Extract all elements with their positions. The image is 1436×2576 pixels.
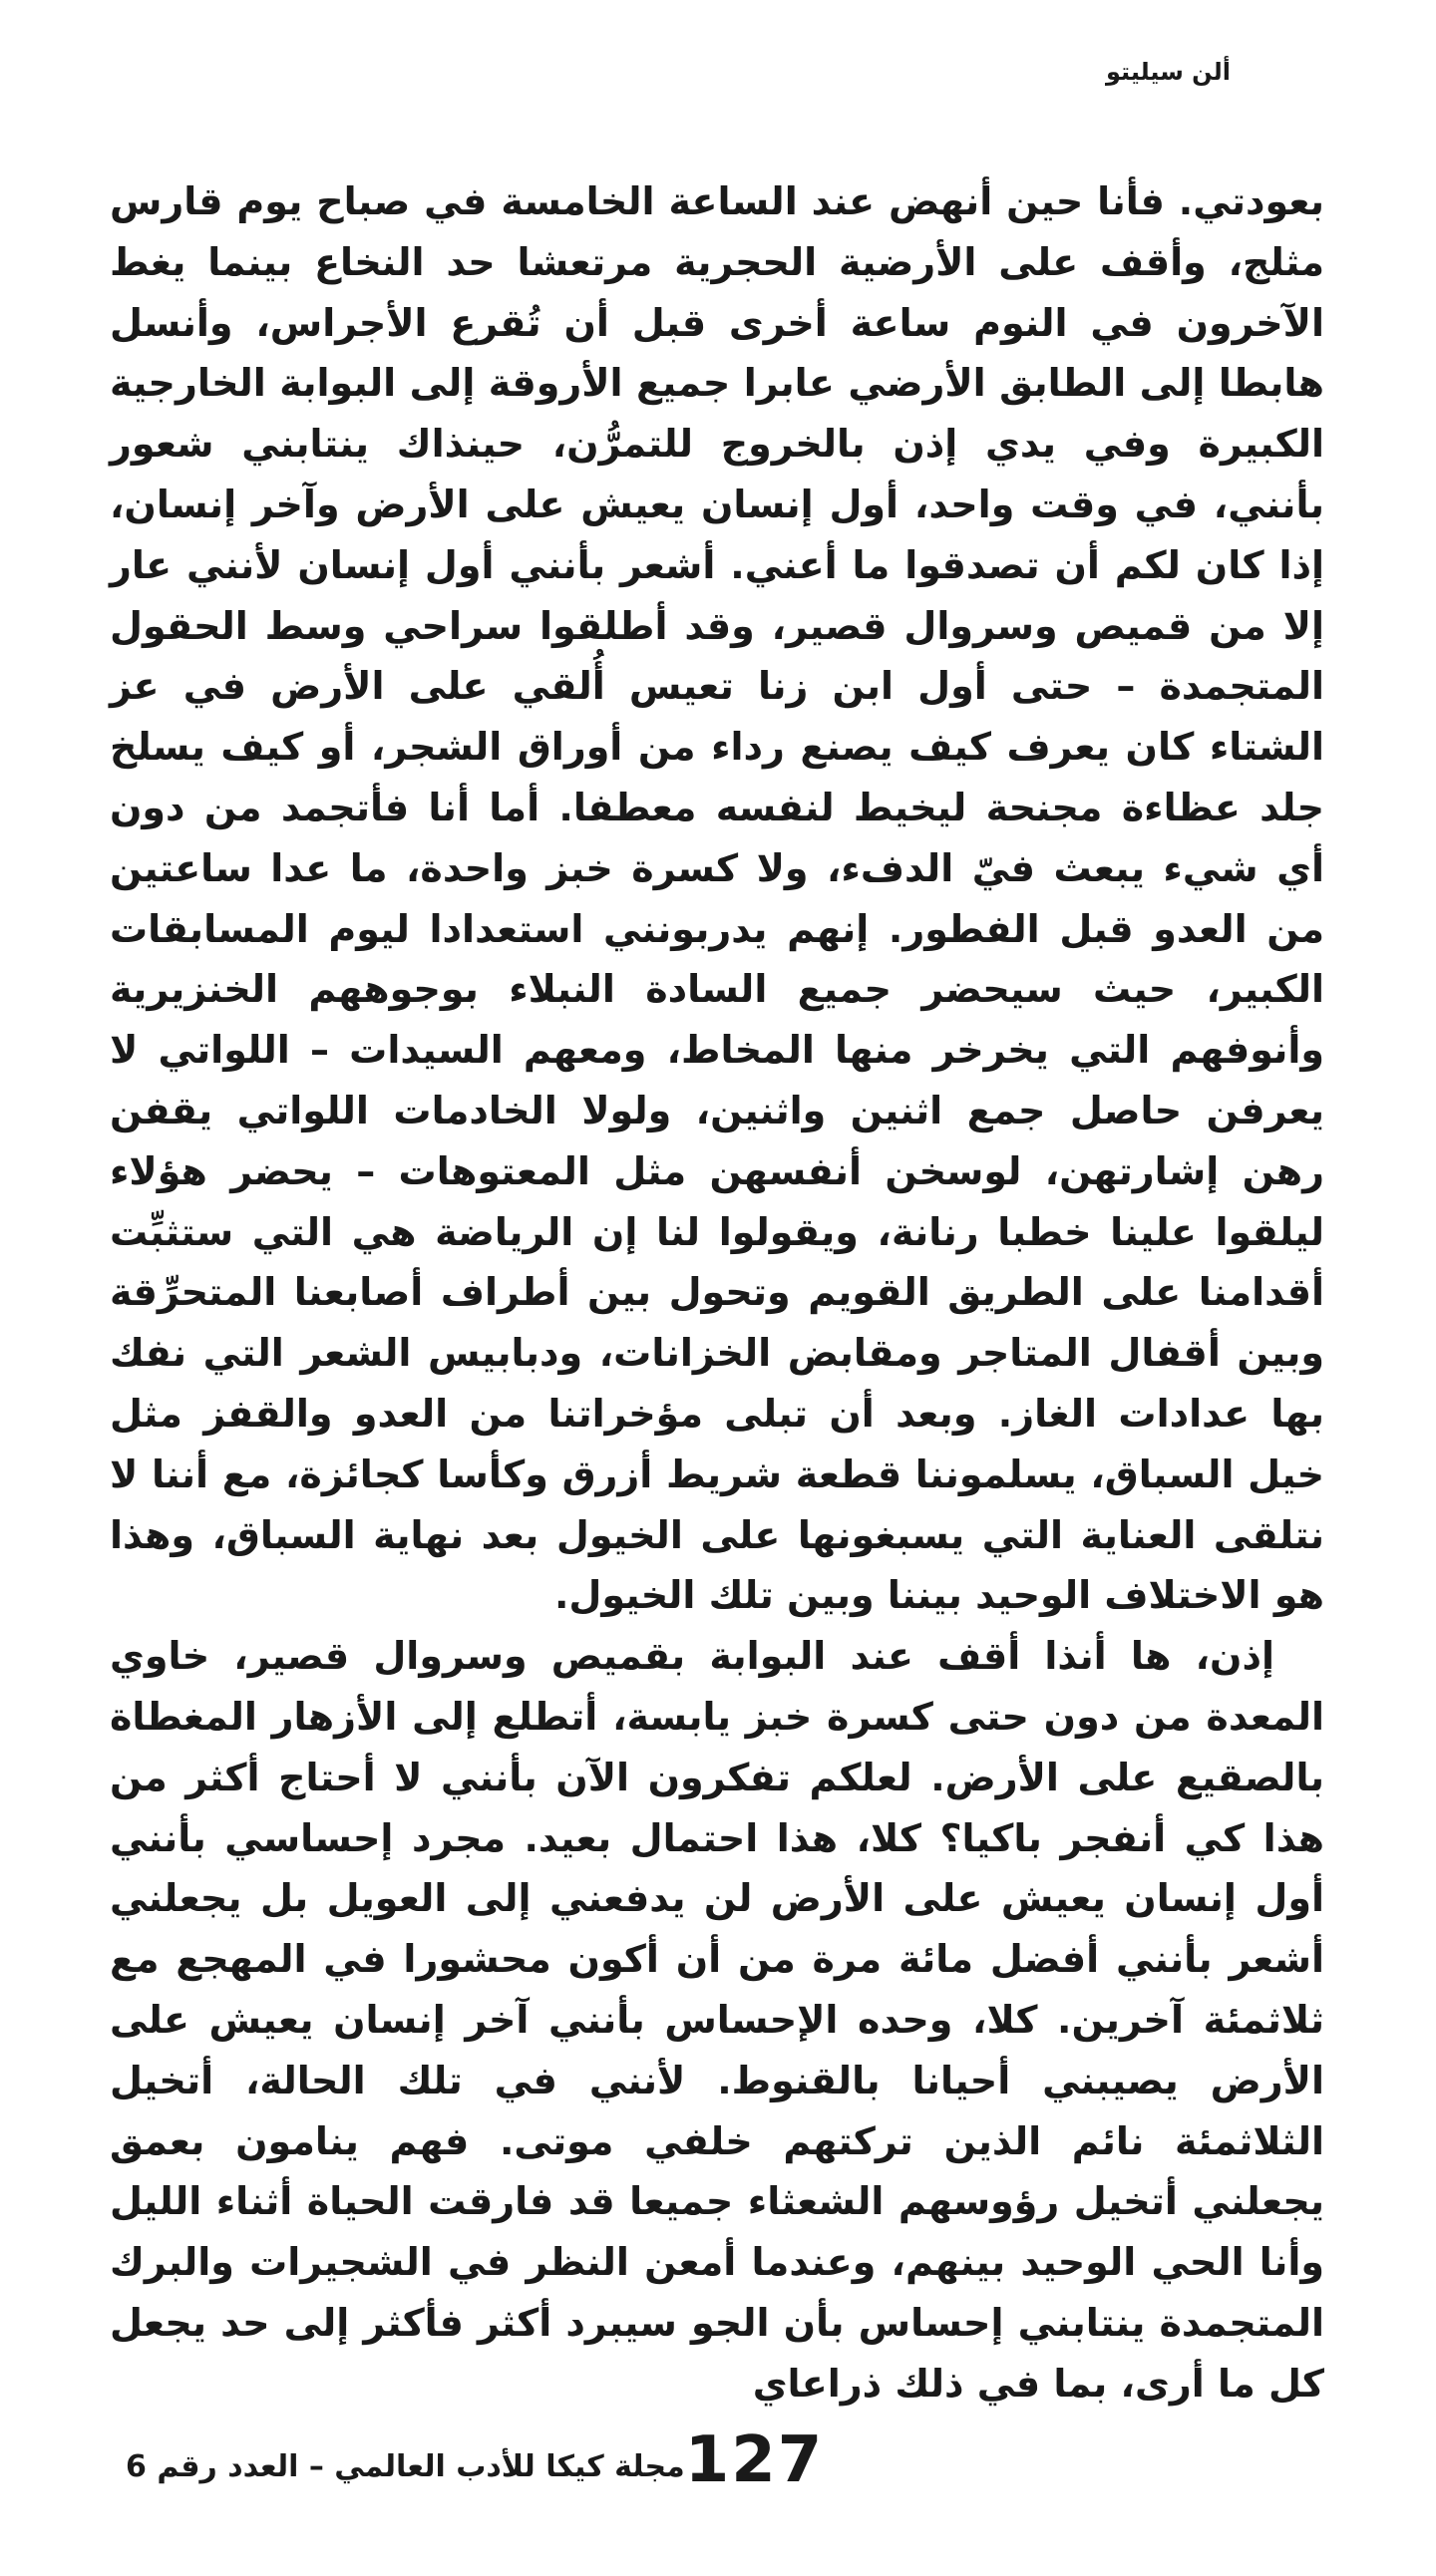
- running-head-author: ألن سيليتو: [1105, 58, 1231, 86]
- journal-caption: مجلة كيكا للأدب العالمي – العدد رقم 6: [126, 2449, 685, 2484]
- paragraph-1: بعودتي. فأنا حين أنهض عند الساعة الخامسة في صباح يوم قارس مثلج، وأقف على الأرضية الحجرية مرتعشا حد النخاع بينما يغط الآخرون في النوم ساعة أخرى قبل أن تُقرع الأجراس، وأنسل هابطا إلى الطابق الأرضي عابرا جميع الأروقة إلى البوابة الخارجية الكبيرة وفي يدي إذن بالخروج للتمرُّن، حينذاك ينتابني شعور بأنني، في وقت واحد، أول إنسان يعيش على الأرض وآخر إنسان، إذا كان لكم أن تصدقوا ما أعني. أشعر بأنني أول إنسان لأنني عار إلا من قميص وسروال قصير، وقد أطلقوا سراحي وسط الحقول المتجمدة – حتى أول ابن زنا تعيس أُلقي على الأرض في عز الشتاء كان يعرف كيف يصنع رداء من أوراق الشجر، أو كيف يسلخ جلد عظاءة مجنحة ليخيط لنفسه معطفا. أما أنا فأتجمد من دون أي شيء يبعث فيّ الدفء، ولا كسرة خبز واحدة، ما عدا ساعتين من العدو قبل الفطور. إنهم يدربونني استعدادا ليوم المسابقات الكبير، حيث سيحضر جميع السادة النبلاء بوجوههم الخنزيرية وأنوفهم التي يخرخر منها المخاط، ومعهم السيدات – اللواتي لا يعرفن حاصل جمع اثنين واثنين، ولولا الخادمات اللواتي يقفن رهن إشارتهن، لوسخن أنفسهن مثل المعتوهات – يحضر هؤلاء ليلقوا علينا خطبا رنانة، ويقولوا لنا إن الرياضة هي التي ستثبِّت أقدامنا على الطريق القويم وتحول بين أطراف أصابعنا المتحرِّقة وبين أقفال المتاجر ومقابض الخزانات، ودبابيس الشعر التي نفك بها عدادات الغاز. وبعد أن تبلى مؤخراتنا من العدو والقفز مثل خيل السباق، يسلموننا قطعة شريط أزرق وكأسا كجائزة، مع أننا لا نتلقى العناية التي يسبغونها على الخيول بعد نهاية السباق، وهذا هو الاختلاف الوحيد بيننا وبين تلك الخيول.: [110, 179, 1324, 1618]
- page-number: 127: [684, 2423, 825, 2497]
- page-footer: [126, 2413, 1324, 2497]
- paragraph-2: إذن، ها أنذا أقف عند البوابة بقميص وسروال قصير، خاوي المعدة من دون حتى كسرة خبز يابسة، أتطلع إلى الأزهار المغطاة بالصقيع على الأرض. لعلكم تفكرون الآن بأنني لا أحتاج أكثر من هذا كي أنفجر باكيا؟ كلا، هذا احتمال بعيد. مجرد إحساسي بأنني أول إنسان يعيش على الأرض لن يدفعني إلى العويل بل يجعلني أشعر بأنني أفضل مائة مرة من أن أكون محشورا في المهجع مع ثلاثمئة آخرين. كلا، وحده الإحساس بأنني آخر إنسان يعيش على الأرض يصيبني أحيانا بالقنوط. لأنني في تلك الحالة، أتخيل الثلاثمئة نائم الذين تركتهم خلفي موتى. فهم ينامون بعمق يجعلني أتخيل رؤوسهم الشعثاء جميعا قد فارقت الحياة أثناء الليل وأنا الحي الوحيد بينهم، وعندما أمعن النظر في الشجيرات والبرك المتجمدة ينتابني إحساس بأن الجو سيبرد أكثر فأكثر إلى حد يجعل كل ما أرى، بما في ذلك ذراعاي: [110, 1634, 1324, 2406]
- article-body: [110, 171, 1324, 2414]
